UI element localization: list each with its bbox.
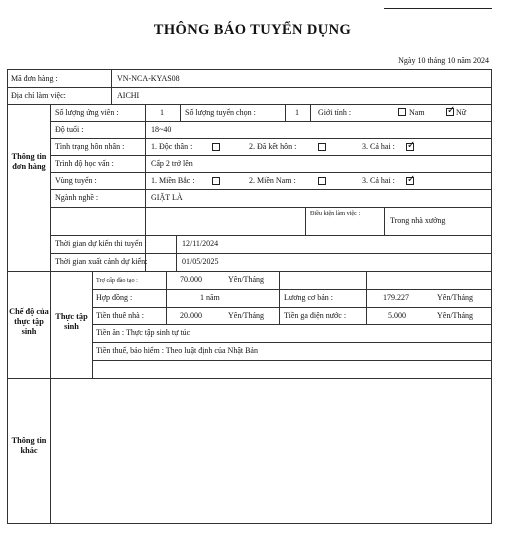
top-rule [384,8,492,9]
region-north-label: 1. Miền Bắc : [151,176,195,185]
selected-value: 1 [295,108,299,117]
region-south-label: 2. Miền Nam : [249,176,296,185]
marital-both-label: 3. Cả hai : [362,142,395,151]
training-allowance-label: Trợ cấp đào tạo : [96,277,138,284]
education-value: Cấp 2 trở lên [151,159,193,168]
rent-label: Tiền thuê nhà : [96,311,144,320]
rent-unit: Yên/Tháng [228,311,264,320]
rent-value: 20.000 [180,311,202,320]
region-both-label: 3. Cả hai : [362,176,395,185]
applicants-value: 1 [160,108,164,117]
meals-info: Tiền ăn : Thực tập sinh tự túc [96,328,191,337]
job-value: GIẶT LÀ [151,193,183,202]
workplace-label: Địa chỉ làm việc: [11,91,66,100]
workplace-value: AICHI [117,91,140,100]
salary-unit: Yên/Tháng [437,293,473,302]
contract-value: 1 năm [200,293,220,302]
marital-married-label: 2. Đã kết hôn : [249,142,297,151]
section-order-info: Thông tin đơn hàng [11,152,47,171]
marital-label: Tình trạng hôn nhân : [55,142,125,151]
marital-single-label: 1. Độc thân : [151,142,193,151]
trainee-label: Thực tập sinh [55,312,88,331]
region-label: Vùng tuyển : [55,176,97,185]
conditions-value: Trong nhà xưởng [390,216,446,225]
utilities-unit: Yên/Tháng [437,311,473,320]
gender-male-checkbox[interactable] [398,108,406,116]
age-value: 18~40 [151,125,172,134]
exam-date-label: Thời gian dự kiến thi tuyển : [55,239,147,248]
marital-both-checkbox[interactable] [406,143,414,151]
gender-female-label: Nữ [456,108,467,117]
page-title: THÔNG BÁO TUYỂN DỤNG [153,22,352,38]
departure-value: 01/05/2025 [182,257,219,266]
section-benefits: Chế độ của thực tập sinh [9,307,49,336]
departure-label: Thời gian xuất cảnh dự kiến: [55,257,148,266]
section-other-info: Thông tin khác [11,436,47,455]
conditions-label: Điều kiện làm việc : [310,210,361,217]
utilities-value: 5.000 [388,311,406,320]
region-both-checkbox[interactable] [406,177,414,185]
tax-info: Tiền thuế, bảo hiểm : Theo luật định của Nhật Bản [96,346,258,355]
marital-married-checkbox[interactable] [318,143,326,151]
order-code-label: Mã đơn hàng : [11,74,58,83]
salary-value: 179.227 [383,293,409,302]
gender-female-checkbox[interactable] [446,108,454,116]
training-allowance-value: 70.000 [180,275,202,284]
contract-label: Hợp đồng : [96,293,133,302]
region-north-checkbox[interactable] [212,177,220,185]
job-label: Ngành nghề : [55,193,99,202]
training-allowance-unit: Yên/Tháng [228,275,264,284]
salary-label: Lương cơ bản : [284,293,334,302]
marital-single-checkbox[interactable] [212,143,220,151]
notice-date: Ngày 10 tháng 10 năm 2024 [398,56,489,65]
selected-label: Số lượng tuyển chọn : [185,108,256,117]
applicants-label: Số lượng ứng viên : [55,108,119,117]
order-code-value: VN-NCA-KYAS08 [117,74,180,83]
exam-date-value: 12/11/2024 [182,239,219,248]
age-label: Độ tuổi : [55,125,84,134]
utilities-label: Tiền ga điện nước : [284,311,347,320]
gender-male-label: Nam [409,108,425,117]
region-south-checkbox[interactable] [318,177,326,185]
education-label: Trình độ học vấn : [55,159,114,168]
gender-label: Giới tính : [318,108,352,117]
